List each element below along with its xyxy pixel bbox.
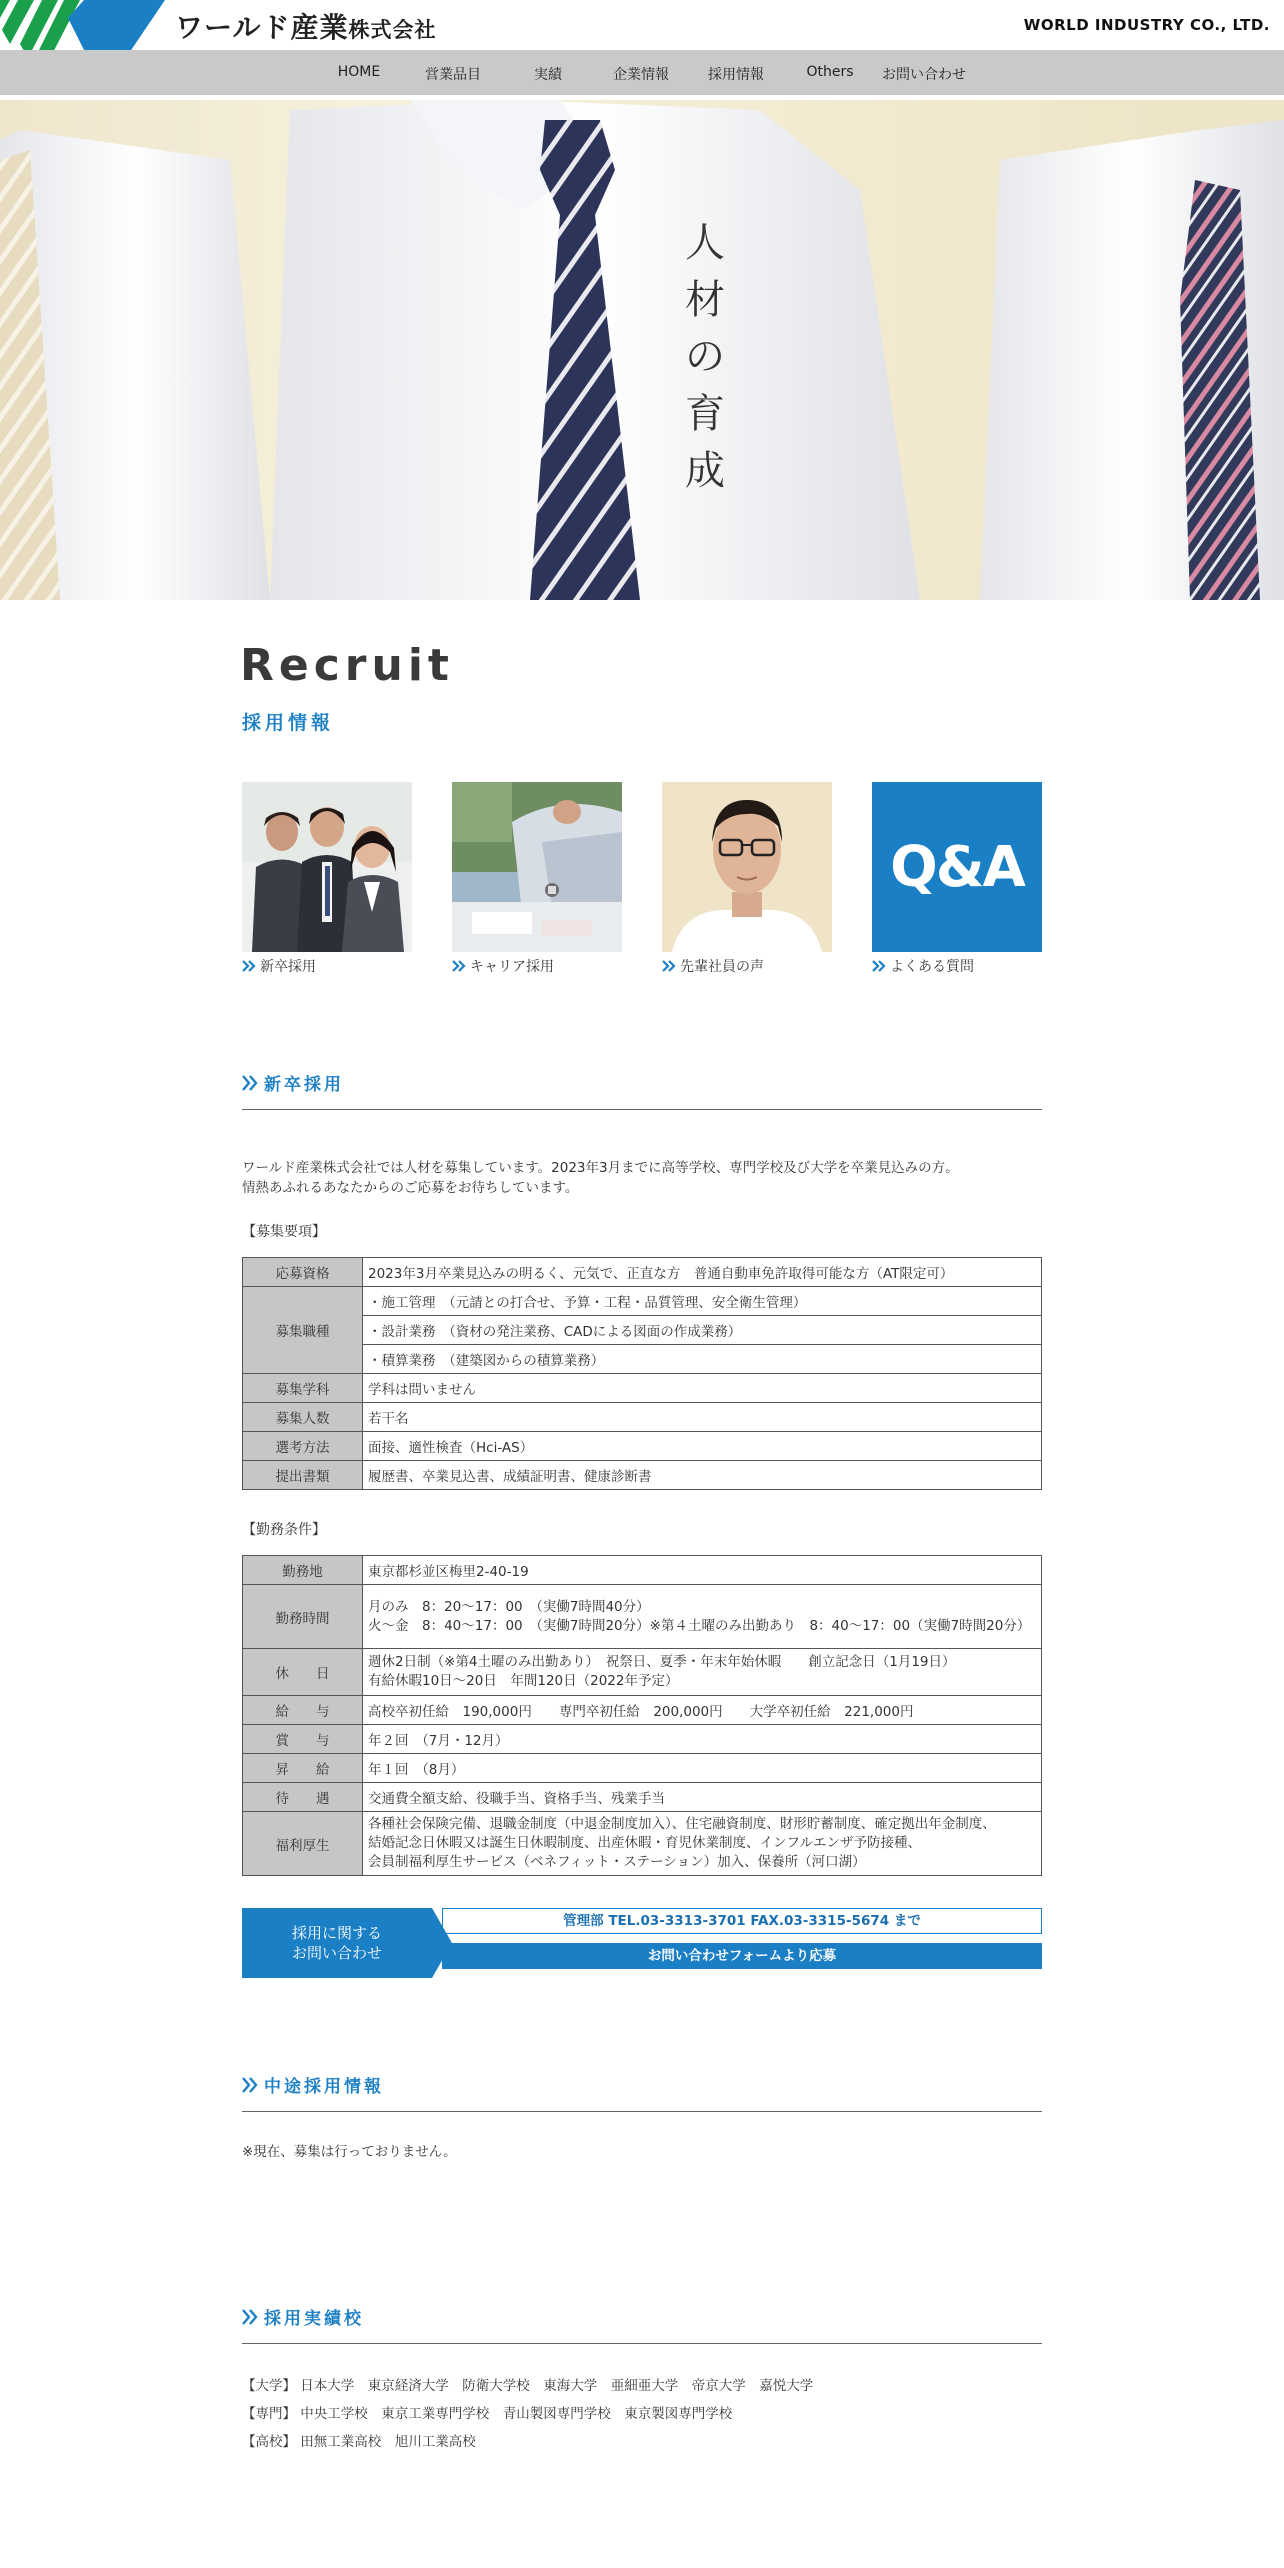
table-row [243, 1258, 1042, 1287]
conditions-heading: 【勤務条件】 [242, 1522, 326, 1538]
catch-char: 材 [685, 277, 725, 323]
hours-line: 月のみ 8：20～17：00 （実働7時間40分） [368, 1598, 650, 1615]
card-career[interactable] [452, 782, 622, 976]
holiday-line: 有給休暇10日～20日 年間120日（2022年予定） [368, 1673, 679, 1689]
catch-char: の [685, 334, 725, 380]
requirements-table [242, 1257, 1042, 1490]
row-label: 賞 与 [243, 1725, 363, 1754]
qa-tile [872, 782, 1042, 952]
card-new-graduate[interactable] [242, 782, 412, 976]
table-row [243, 1585, 1042, 1649]
row-value: ・設計業務 （資材の発注業務、CADによる図面の作成業務） [363, 1316, 1042, 1345]
row-label: 勤務時間 [243, 1585, 363, 1649]
new-graduate-photo [242, 782, 412, 952]
table-row [243, 1556, 1042, 1585]
row-label: 昇 給 [243, 1754, 363, 1783]
row-value: ・施工管理 （元請との打合せ、予算・工程・品質管理、安全衛生管理） [363, 1287, 1042, 1316]
career-photo [452, 782, 622, 952]
double-chevron-right-icon [242, 1075, 260, 1091]
welfare-line: 会員制福利厚生サービス（ベネフィット・ステーション）加入、保養所（河口湖） [368, 1854, 866, 1870]
row-value: 高校卒初任給 190,000円 専門卒初任給 200,000円 大学卒初任給 221,000円 [363, 1696, 1042, 1725]
school-list-university: 【大学】 日本大学 東京経済大学 防衛大学校 東海大学 亜細亜大学 帝京大学 嘉悦大学 [242, 2378, 814, 2394]
table-row [243, 1696, 1042, 1725]
page-subtitle: 採用情報 [242, 712, 335, 734]
holiday-line: 週休2日制（※第4土曜のみ出勤あり） 祝祭日、夏季・年末年始休暇 創立記念日（1月19日） [368, 1654, 956, 1670]
row-label: 待 遇 [243, 1783, 363, 1812]
row-value: 年１回 （8月） [363, 1754, 1042, 1783]
table-row [243, 1461, 1042, 1490]
double-chevron-right-icon [872, 960, 888, 972]
mid-career-notice: ※現在、募集は行っておりません。 [242, 2144, 457, 2160]
hero-businessmen-image [0, 100, 1284, 600]
row-label: 募集学科 [243, 1374, 363, 1403]
intro-line: 情熱あふれるあなたからのご応募をお待ちしています。 [242, 1180, 579, 1196]
double-chevron-right-icon [242, 2077, 260, 2093]
row-value: 学科は問いません [363, 1374, 1042, 1403]
button-line: お問い合わせ [291, 1944, 382, 1962]
row-label: 募集人数 [243, 1403, 363, 1432]
row-label: 休 日 [243, 1649, 363, 1696]
welfare-line: 各種社会保険完備、退職金制度（中退金制度加入）、住宅融資制度、財形貯蓄制度、確定拠出年金制度、 [368, 1816, 996, 1832]
nav-contact[interactable]: お問い合わせ [882, 67, 966, 83]
row-value: 面接、適性検査（Hci-AS） [363, 1432, 1042, 1461]
card-caption [452, 956, 622, 976]
apply-form-button[interactable]: お問い合わせフォームより応募 [442, 1943, 1042, 1969]
section-title [242, 2304, 364, 2329]
recruit-menu [242, 782, 1042, 982]
nav-home[interactable]: HOME [337, 64, 381, 80]
row-value [363, 1649, 1042, 1696]
card-faq[interactable] [872, 782, 1042, 976]
recruit-contact-button[interactable] [242, 1908, 432, 1978]
table-row [243, 1403, 1042, 1432]
row-value [363, 1585, 1042, 1649]
section-title-text: 採用実績校 [264, 2309, 364, 2329]
nav-achievements[interactable]: 実績 [534, 67, 562, 83]
row-label: 給 与 [243, 1696, 363, 1725]
row-label: 福利厚生 [243, 1812, 363, 1876]
row-value: 若干名 [363, 1403, 1042, 1432]
catch-char: 育 [685, 391, 725, 437]
intro-line: ワールド産業株式会社では人材を募集しています。2023年3月までに高等学校、専門学校及び大学を卒業見込みの方。 [242, 1160, 959, 1176]
card-label: キャリア採用 [470, 959, 554, 975]
new-graduate-intro [242, 1158, 959, 1198]
senior-employee-photo [662, 782, 832, 952]
row-value [363, 1812, 1042, 1876]
hero-catch-copy [680, 215, 730, 500]
double-chevron-right-icon [242, 2309, 260, 2325]
row-label: 提出書類 [243, 1461, 363, 1490]
button-line: 採用に関する [291, 1924, 382, 1942]
card-label: 新卒採用 [260, 959, 316, 975]
card-caption [872, 956, 1042, 976]
card-senior-voices[interactable] [662, 782, 832, 976]
table-row [243, 1374, 1042, 1403]
nav-others[interactable]: Others [806, 64, 854, 80]
table-row [243, 1432, 1042, 1461]
table-row [243, 1812, 1042, 1876]
section-heading-mid-career [242, 2072, 1042, 2112]
section-title-text: 中途採用情報 [264, 2077, 384, 2097]
section-title-text: 新卒採用 [264, 1075, 344, 1095]
row-label: 募集職種 [243, 1287, 363, 1374]
table-row [243, 1345, 1042, 1374]
section-heading-new-graduate [242, 1070, 1042, 1110]
row-value: 2023年3月卒業見込みの明るく、元気で、正直な方 普通自動車免許取得可能な方（AT限定可） [363, 1258, 1042, 1287]
company-logo-text[interactable] [175, 6, 436, 46]
card-caption [662, 956, 832, 976]
card-label: よくある質問 [890, 959, 974, 975]
table-row [243, 1287, 1042, 1316]
school-list-vocational: 【専門】 中央工学校 東京工業専門学校 青山製図専門学校 東京製図専門学校 [242, 2406, 733, 2422]
section-title [242, 2072, 384, 2097]
double-chevron-right-icon [452, 960, 468, 972]
table-row [243, 1725, 1042, 1754]
double-chevron-right-icon [242, 960, 258, 972]
table-row [243, 1649, 1042, 1696]
row-label: 応募資格 [243, 1258, 363, 1287]
logo-name: ワールド産業 [175, 11, 349, 44]
nav-products[interactable]: 営業品目 [425, 67, 481, 83]
section-heading-schools [242, 2304, 1042, 2344]
row-value: 東京都杉並区梅里2-40-19 [363, 1556, 1042, 1585]
card-label: 先輩社員の声 [680, 959, 764, 975]
nav-recruit[interactable]: 採用情報 [708, 67, 764, 83]
row-value: ・積算業務 （建築図からの積算業務） [363, 1345, 1042, 1374]
logo-suffix: 株式会社 [348, 18, 437, 42]
table-row [243, 1754, 1042, 1783]
page-title: Recruit [240, 640, 454, 691]
school-list-highschool: 【高校】 田無工業高校 旭川工業高校 [242, 2434, 476, 2450]
conditions-table [242, 1555, 1042, 1876]
card-caption [242, 956, 412, 976]
company-english-name: WORLD INDUSTRY CO., LTD. [1023, 16, 1270, 34]
hero-banner [0, 100, 1284, 600]
requirements-heading: 【募集要項】 [242, 1224, 326, 1240]
table-row [243, 1316, 1042, 1345]
row-value: 履歴書、卒業見込書、成績証明書、健康診断書 [363, 1461, 1042, 1490]
catch-char: 人 [685, 220, 725, 266]
row-label: 勤務地 [243, 1556, 363, 1585]
welfare-line: 結婚記念日休暇又は誕生日休暇制度、出産休暇・育児休業制度、インフルエンザ予防接種、 [368, 1835, 921, 1851]
catch-char: 成 [685, 448, 725, 494]
global-nav [0, 50, 1284, 97]
hours-line: 火～金 8：40～17：00 （実働7時間20分）※第４土曜のみ出勤あり 8：40～17：00（実働7時間20分） [368, 1617, 1031, 1634]
section-title [242, 1070, 344, 1095]
site-header [0, 0, 1284, 50]
qa-text: Q&A [890, 834, 1024, 900]
row-value: 交通費全額支給、役職手当、資格手当、残業手当 [363, 1783, 1042, 1812]
double-chevron-right-icon [662, 960, 678, 972]
table-row [243, 1783, 1042, 1812]
contact-phone-info: 管理部 TEL.03-3313-3701 FAX.03-3315-5674 まで [442, 1908, 1042, 1934]
nav-company[interactable]: 企業情報 [613, 67, 669, 83]
row-value: 年２回 （7月・12月） [363, 1725, 1042, 1754]
row-label: 選考方法 [243, 1432, 363, 1461]
